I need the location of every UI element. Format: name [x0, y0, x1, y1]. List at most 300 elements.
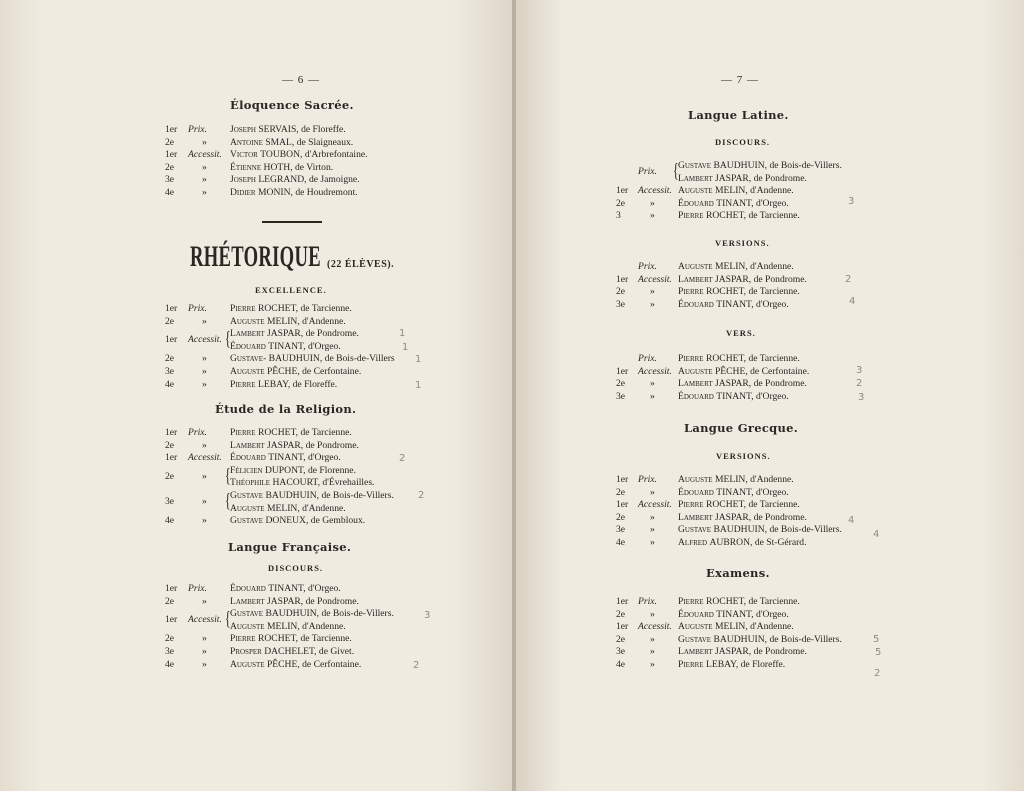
- pencil-note: 3: [424, 610, 431, 621]
- student-last-name: ROCHET: [705, 286, 744, 298]
- student-name: [678, 512, 807, 524]
- excellence-title: EXCELLENCE.: [255, 285, 327, 295]
- student-first-name: Gustave: [678, 633, 714, 645]
- student-town: , de Florenne.: [303, 464, 356, 476]
- award-rank: 4e: [165, 658, 175, 670]
- award-rank: 1er: [165, 452, 178, 464]
- student-last-name: MELIN: [714, 474, 746, 485]
- award-rank: 2e: [165, 136, 175, 148]
- student-name: [230, 621, 346, 633]
- student-name: [230, 427, 352, 439]
- award-rank: 3e: [165, 496, 175, 508]
- section-title-francaise: Langue Française.: [228, 540, 352, 554]
- student-last-name: TOUBON: [260, 149, 301, 161]
- student-town: , d'Arbrefontaine.: [300, 149, 368, 161]
- student-first-name: Auguste: [678, 474, 715, 485]
- student-first-name: Auguste: [230, 620, 267, 632]
- student-town: , de Tarcienne.: [743, 210, 800, 222]
- student-name: [678, 524, 842, 536]
- student-first-name: Gustave: [230, 608, 266, 620]
- student-town: , d'Orgeo.: [751, 390, 789, 402]
- award-label: »: [650, 210, 655, 222]
- award-rank: 2e: [165, 439, 175, 451]
- award-rank: 1er: [616, 185, 629, 197]
- student-first-name: Édouard: [678, 486, 717, 498]
- student-first-name: Félicien: [230, 464, 265, 476]
- versions-title: VERSIONS.: [715, 238, 770, 248]
- student-name: [678, 160, 842, 172]
- student-town: , d'Andenne.: [297, 502, 346, 514]
- award-rank: 3e: [165, 366, 175, 377]
- student-first-name: Pierre: [230, 378, 258, 390]
- award-label: »: [650, 524, 655, 536]
- student-name: [230, 341, 341, 353]
- award-label: »: [650, 608, 655, 620]
- award-rank: 1er: [616, 499, 629, 511]
- student-last-name: HACOURT: [272, 477, 318, 489]
- student-last-name: DACHELET: [264, 646, 315, 657]
- student-name: [678, 659, 785, 671]
- student-town: , de Virton.: [290, 161, 334, 173]
- award-label: »: [650, 537, 655, 548]
- student-town: , de Pondrome.: [748, 378, 807, 390]
- student-town: , de Pondrome.: [748, 511, 807, 523]
- student-first-name: Auguste: [678, 621, 715, 633]
- student-name: [230, 465, 356, 477]
- student-last-name: MONIN: [258, 187, 291, 198]
- student-town: , de Jamoigne.: [304, 174, 360, 186]
- student-last-name: BAUDHUIN: [265, 490, 317, 501]
- student-name: [230, 328, 359, 340]
- student-name: [678, 474, 794, 486]
- award-label: »: [202, 633, 207, 645]
- student-last-name: TINANT: [716, 298, 752, 310]
- student-name: [678, 391, 789, 403]
- award-label: Prix.: [188, 303, 207, 314]
- student-town: , de Tarcienne.: [743, 499, 800, 511]
- student-first-name: Pierre: [230, 303, 258, 314]
- student-name: [678, 261, 794, 273]
- pencil-note: 3: [848, 196, 855, 207]
- student-first-name: Auguste: [230, 502, 267, 514]
- student-name: [230, 659, 361, 671]
- award-rank: 4e: [165, 378, 175, 390]
- award-rank: 1er: [165, 427, 178, 438]
- award-label: »: [202, 471, 207, 483]
- pencil-note: 2: [413, 660, 420, 671]
- student-town: , de Bois-de-Villers.: [764, 524, 842, 536]
- student-town: , de Tarcienne.: [295, 303, 352, 314]
- student-name: [230, 137, 353, 149]
- student-last-name: ROCHET: [705, 353, 744, 364]
- award-rank: 1er: [165, 124, 178, 135]
- student-first-name: Gustave: [678, 524, 714, 536]
- student-town: , de Gembloux.: [306, 515, 366, 527]
- award-label: Prix.: [638, 474, 657, 485]
- student-name: [230, 366, 361, 378]
- student-last-name: TINANT: [716, 486, 752, 498]
- student-first-name: Lambert: [678, 172, 716, 184]
- student-town: , de St-Gérard.: [750, 537, 807, 548]
- section-title-religion: Étude de la Religion.: [215, 402, 357, 416]
- student-last-name: TINANT: [716, 390, 752, 402]
- student-town: , de Houdremont.: [290, 187, 358, 198]
- award-label: Prix.: [638, 353, 657, 364]
- ornament-divider: [262, 221, 322, 223]
- award-label: Prix.: [638, 596, 657, 607]
- award-label: »: [202, 646, 207, 657]
- student-town: , de Cerfontaine.: [297, 658, 362, 670]
- student-town: , de Cerfontaine.: [745, 365, 810, 377]
- student-first-name: Alfred: [678, 537, 710, 548]
- section-title-grecque: Langue Grecque.: [684, 421, 799, 435]
- student-town: , d'Andenne.: [745, 621, 794, 633]
- student-first-name: Édouard: [230, 340, 269, 352]
- award-rank: 2e: [165, 471, 175, 483]
- student-town: , de Floreffe.: [296, 124, 346, 135]
- student-last-name: JASPAR: [267, 439, 301, 451]
- student-town: , de Pondrome.: [300, 439, 359, 451]
- award-label: Accessit.: [638, 273, 672, 285]
- student-name: [230, 187, 358, 199]
- student-name: [230, 452, 341, 464]
- pencil-note: 3: [858, 392, 865, 403]
- brace-mark: {: [224, 608, 231, 631]
- student-name: [678, 634, 842, 646]
- student-name: [678, 198, 789, 210]
- student-first-name: Édouard: [678, 298, 717, 310]
- award-label: Accessit.: [188, 452, 222, 464]
- award-label: »: [202, 439, 207, 451]
- student-first-name: Lambert: [678, 378, 716, 390]
- student-town: , d'Orgeo.: [751, 486, 789, 498]
- student-last-name: TINANT: [268, 340, 304, 352]
- award-rank: 3e: [616, 524, 626, 536]
- student-last-name: MELIN: [714, 621, 746, 633]
- student-first-name: Lambert: [678, 273, 716, 285]
- brace-mark: {: [224, 464, 231, 487]
- award-label: Accessit.: [638, 365, 672, 377]
- pencil-note: 2: [418, 490, 425, 501]
- student-last-name: ROCHET: [705, 499, 744, 511]
- student-name: [230, 583, 341, 595]
- pencil-note: 1: [402, 342, 409, 353]
- student-first-name: Gustave: [230, 490, 266, 501]
- student-town: , de Pondrome.: [300, 328, 359, 340]
- student-last-name: PÊCHE: [266, 366, 298, 377]
- student-first-name: Prosper: [230, 646, 265, 657]
- student-name: [678, 537, 807, 549]
- student-last-name: ROCHET: [705, 210, 744, 222]
- student-name: [230, 316, 346, 328]
- student-last-name: JASPAR: [715, 646, 749, 658]
- student-first-name: Auguste: [678, 261, 715, 272]
- pencil-note: 2: [845, 274, 852, 285]
- award-rank: 1er: [165, 149, 178, 161]
- student-first-name: Pierre: [230, 427, 258, 438]
- student-last-name: LEBAY: [705, 659, 736, 670]
- student-town: , de Givet.: [314, 646, 355, 657]
- student-first-name: Théophile: [230, 477, 273, 489]
- award-rank: 4e: [616, 659, 626, 670]
- award-rank: 4e: [165, 187, 175, 198]
- pencil-note: 5: [875, 647, 882, 658]
- student-first-name: Pierre: [230, 633, 258, 645]
- student-last-name: BAUDHUIN: [265, 608, 317, 620]
- student-town: , d'Andenne.: [297, 315, 346, 327]
- student-town: , d'Andenne.: [745, 261, 794, 272]
- versions-title: VERSIONS.: [716, 451, 771, 461]
- brace-mark: {: [224, 490, 231, 512]
- student-last-name: TINANT: [268, 452, 304, 464]
- student-last-name: MELIN: [266, 620, 298, 632]
- award-rank: 2e: [616, 286, 626, 298]
- student-last-name: BAUDHUIN: [713, 160, 765, 171]
- award-label: Prix.: [188, 583, 207, 594]
- student-first-name: Édouard: [678, 608, 717, 620]
- discours-title: DISCOURS.: [715, 137, 771, 147]
- award-rank: 2e: [165, 315, 175, 327]
- award-label: Accessit.: [188, 614, 222, 626]
- award-label: »: [202, 658, 207, 670]
- student-last-name: BAUDHUIN: [713, 524, 765, 536]
- student-last-name: MELIN: [266, 502, 298, 514]
- student-first-name: Joseph: [230, 174, 259, 186]
- student-last-name: DUPONT: [264, 464, 304, 476]
- student-town: , de Pondrome.: [748, 646, 807, 658]
- award-label: Prix.: [188, 124, 207, 135]
- student-name: [230, 608, 394, 620]
- section-title-examens: Examens.: [706, 566, 770, 580]
- student-last-name: DONEUX: [265, 515, 306, 527]
- student-first-name: Pierre: [678, 286, 706, 298]
- student-name: [230, 440, 359, 452]
- student-name: [678, 299, 789, 311]
- student-first-name: Pierre: [678, 210, 706, 222]
- award-label: Prix.: [188, 427, 207, 438]
- right-page: [516, 0, 1024, 791]
- award-label: »: [202, 515, 207, 527]
- student-name: [230, 149, 368, 161]
- brace-mark: {: [224, 328, 231, 351]
- award-rank: 1er: [165, 334, 178, 346]
- student-first-name: Édouard: [230, 452, 269, 464]
- student-town: , d'Andenne.: [745, 185, 794, 197]
- award-label: »: [650, 286, 655, 298]
- page-number: — 7 —: [721, 74, 759, 86]
- student-last-name: MELIN: [714, 261, 746, 272]
- student-name: [678, 646, 807, 658]
- student-name: [678, 353, 800, 365]
- award-label: »: [202, 353, 207, 365]
- student-first-name: Auguste: [230, 315, 267, 327]
- student-name: [678, 609, 789, 621]
- award-rank: 2e: [165, 353, 175, 365]
- award-rank: 1er: [616, 474, 629, 485]
- student-town: , de Pondrome.: [300, 595, 359, 607]
- student-town: , de Tarcienne.: [295, 633, 352, 645]
- pencil-note: 4: [873, 529, 880, 540]
- student-name: [678, 185, 794, 197]
- student-last-name: JASPAR: [267, 328, 301, 340]
- award-label: »: [202, 366, 207, 377]
- student-first-name: Gustave: [230, 515, 266, 527]
- student-first-name: Édouard: [678, 390, 717, 402]
- award-label: Accessit.: [638, 185, 672, 197]
- student-first-name: Auguste: [230, 366, 267, 377]
- student-first-name: Didier: [230, 187, 258, 198]
- student-first-name: Joseph: [230, 124, 259, 135]
- student-first-name: Auguste: [678, 185, 715, 197]
- student-last-name: TINANT: [716, 608, 752, 620]
- student-first-name: Étienne: [230, 161, 264, 173]
- student-name: [230, 515, 365, 527]
- student-town: , de Tarcienne.: [743, 596, 800, 607]
- student-first-name: Lambert: [230, 439, 268, 451]
- award-label: »: [650, 511, 655, 523]
- student-town: , de Floreffe.: [287, 378, 338, 390]
- pencil-note: 1: [399, 328, 406, 339]
- student-first-name: Auguste: [230, 658, 267, 670]
- award-rank: 3e: [616, 390, 626, 402]
- student-first-name: Victor: [230, 149, 261, 161]
- student-name: [678, 366, 809, 378]
- student-town: , de Bois-de-Villers: [319, 353, 395, 365]
- rhetorique-title: RHÉTORIQUE: [190, 240, 321, 273]
- student-name: [678, 596, 800, 608]
- award-label: »: [650, 197, 655, 209]
- award-rank: 1er: [165, 303, 178, 314]
- student-last-name: AUBRON: [709, 537, 751, 548]
- student-town: , d'Orgeo.: [751, 298, 789, 310]
- student-last-name: TINANT: [716, 197, 752, 209]
- pencil-note: 1: [415, 380, 422, 391]
- student-last-name: SERVAIS: [258, 124, 297, 135]
- award-rank: 3e: [165, 646, 175, 657]
- award-rank: 2e: [616, 511, 626, 523]
- vers-title: VERS.: [726, 328, 756, 338]
- student-last-name: ROCHET: [257, 303, 296, 314]
- student-first-name: Pierre: [678, 499, 706, 511]
- award-label: »: [202, 315, 207, 327]
- student-first-name: Gustave-: [230, 353, 269, 365]
- award-rank: 2e: [165, 595, 175, 607]
- page-number: — 6 —: [282, 74, 320, 86]
- student-last-name: ROCHET: [705, 596, 744, 607]
- award-rank: 2e: [616, 633, 626, 645]
- student-town: , de Tarcienne.: [743, 286, 800, 298]
- student-town: , d'Andenne.: [297, 620, 346, 632]
- pencil-note: 2: [874, 668, 881, 679]
- student-town: , d'Orgeo.: [751, 608, 789, 620]
- brace-mark: {: [672, 160, 679, 182]
- student-name: [678, 378, 807, 390]
- student-town: , d'Orgeo.: [751, 197, 789, 209]
- award-label: »: [202, 174, 207, 186]
- student-last-name: JASPAR: [715, 172, 749, 184]
- discours-title: DISCOURS.: [268, 563, 324, 573]
- student-town: , d'Orgeo.: [303, 452, 341, 464]
- award-label: Prix.: [638, 261, 657, 272]
- student-last-name: TINANT: [268, 583, 304, 594]
- award-rank: 1er: [616, 621, 629, 633]
- student-last-name: PÊCHE: [714, 365, 746, 377]
- student-last-name: MELIN: [266, 315, 298, 327]
- student-town: , de Tarcienne.: [743, 353, 800, 364]
- award-label: Accessit.: [188, 334, 222, 346]
- student-town: , de Bois-de-Villers.: [316, 490, 394, 501]
- student-name: [230, 490, 394, 502]
- award-rank: 1er: [165, 614, 178, 626]
- student-last-name: ROCHET: [257, 633, 296, 645]
- student-first-name: Lambert: [230, 595, 268, 607]
- student-town: , de Cerfontaine.: [297, 366, 362, 377]
- student-name: [230, 503, 346, 515]
- student-last-name: JASPAR: [715, 378, 749, 390]
- award-rank: 2e: [165, 161, 175, 173]
- student-name: [678, 210, 800, 222]
- student-last-name: LEBAY: [257, 378, 288, 390]
- student-last-name: BAUDHUIN: [268, 353, 320, 365]
- student-town: , d'Évrehailles.: [317, 477, 375, 489]
- student-last-name: PÊCHE: [266, 658, 298, 670]
- student-first-name: Lambert: [678, 511, 716, 523]
- student-town: , d'Orgeo.: [303, 583, 341, 594]
- award-label: »: [650, 378, 655, 390]
- student-first-name: Gustave: [678, 160, 714, 171]
- award-rank: 3e: [616, 646, 626, 658]
- pencil-note: 2: [856, 378, 863, 389]
- award-rank: 2e: [616, 197, 626, 209]
- student-name: [230, 124, 346, 136]
- award-rank: 2e: [616, 608, 626, 620]
- pencil-note: 1: [415, 354, 422, 365]
- student-first-name: Édouard: [230, 583, 269, 594]
- award-label: »: [202, 378, 207, 390]
- award-label: »: [202, 496, 207, 508]
- student-first-name: Lambert: [230, 328, 268, 340]
- award-label: »: [650, 646, 655, 658]
- student-name: [230, 646, 354, 658]
- student-first-name: Antoine: [230, 136, 266, 148]
- student-name: [230, 633, 352, 645]
- student-town: , de Slaigneaux.: [291, 136, 354, 148]
- award-rank: 2e: [616, 378, 626, 390]
- award-rank: 3e: [165, 174, 175, 186]
- student-last-name: JASPAR: [267, 595, 301, 607]
- student-name: [678, 621, 794, 633]
- student-first-name: Pierre: [678, 596, 706, 607]
- student-town: , de Bois-de-Villers.: [764, 633, 842, 645]
- award-rank: 2e: [616, 486, 626, 498]
- student-first-name: Édouard: [678, 197, 717, 209]
- student-town: , de Bois-de-Villers.: [316, 608, 394, 620]
- section-title-eloquence: Éloquence Sacrée.: [230, 98, 354, 112]
- student-town: , de Floreffe.: [735, 659, 786, 670]
- pencil-note: 4: [849, 296, 856, 307]
- student-last-name: BAUDHUIN: [713, 633, 765, 645]
- student-name: [230, 174, 360, 186]
- award-rank: 3: [616, 210, 621, 222]
- student-town: , d'Orgeo.: [303, 340, 341, 352]
- award-label: »: [650, 633, 655, 645]
- pencil-note: 3: [856, 365, 863, 376]
- award-label: Accessit.: [638, 621, 672, 633]
- award-rank: 1er: [616, 273, 629, 285]
- award-rank: 4e: [616, 537, 626, 548]
- student-town: , de Pondrome.: [748, 172, 807, 184]
- pencil-note: 5: [873, 634, 880, 645]
